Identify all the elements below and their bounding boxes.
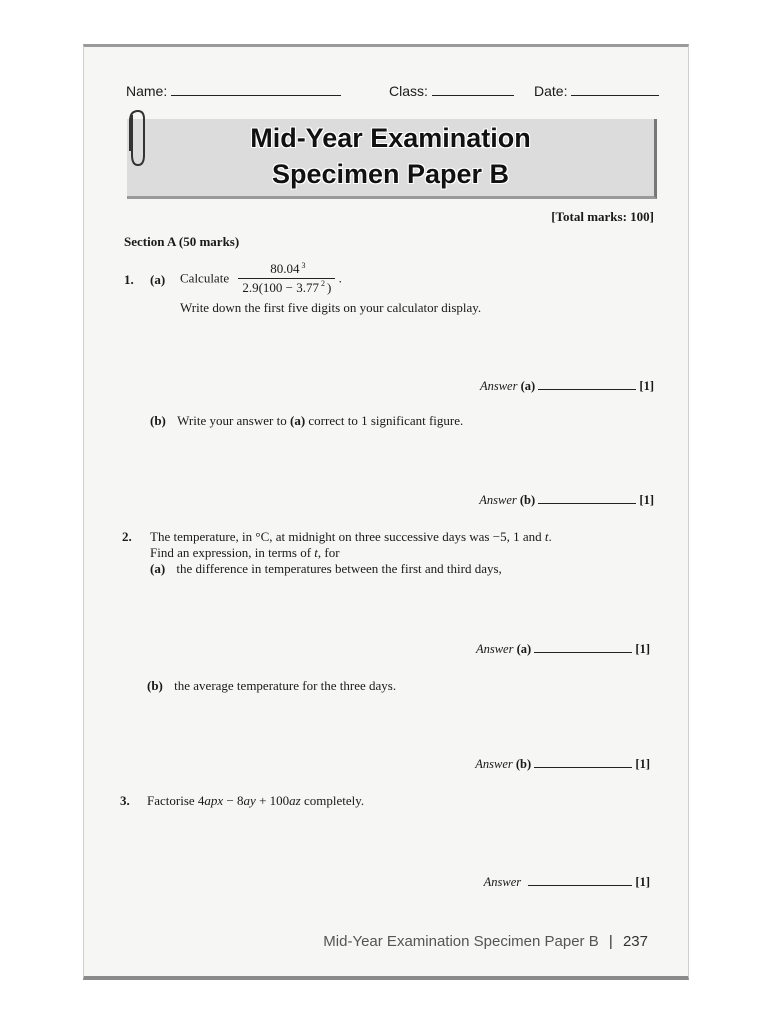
q2b-question [147,678,396,694]
q3-answer-line [484,875,650,890]
q1a-label: (a) [150,272,166,287]
q2a-answer-line [476,642,650,657]
title-banner [127,119,657,199]
q2b-label: (b) [147,678,163,693]
q1b-question [150,413,463,429]
footer-title: Mid-Year Examination Specimen Paper B [323,933,599,950]
name-label: Name: [126,83,168,99]
q3-mark: [1] [635,875,650,889]
q1a-answer-line [480,379,654,394]
q2a-answer-part: (a) [516,642,532,656]
date-field [534,83,659,99]
q1b-label: (b) [150,413,166,428]
q2b-text: the average temperature for the three days. [174,678,397,693]
q1a-numerator: 80.04 $^3$ [238,261,335,279]
q1b-answer-blank[interactable] [538,503,636,504]
q1a-calculation [180,261,342,296]
q2a-question [150,561,502,577]
q3-answer-blank[interactable] [528,885,632,886]
q2b-answer-blank[interactable] [534,767,632,768]
q2-stem: The temperature, in °C, at midnight on three successive days was −5, 1 and t. [150,529,552,544]
q1b-text-end: correct to 1 significant figure. [308,413,464,428]
name-blank[interactable] [171,95,341,96]
exam-page [83,44,689,980]
q2a-mark: [1] [635,642,650,656]
class-blank[interactable] [432,95,514,96]
q1a-fraction-end: . [338,270,342,286]
page-footer [323,933,648,950]
total-marks: [Total marks: 100] [551,209,654,224]
date-label: Date: [534,83,568,99]
q1b-answer-part: (b) [519,493,536,507]
q1a-answer-word: Answer [479,379,518,393]
q1a-mark: [1] [639,379,654,393]
q3-answer-word: Answer [483,875,522,889]
section-heading: Section A (50 marks) [124,234,240,249]
q1b-answer-word: Answer [479,493,517,507]
q3-question: Factorise 4apx − 8ay + 100az completely. [147,793,365,808]
q1a-answer-blank[interactable] [538,389,636,390]
q1a-instruction: Write down the first five digits on your calculator display. [180,300,482,315]
name-field [126,83,341,99]
date-blank[interactable] [571,95,659,96]
q2a-label: (a) [150,561,166,576]
q1-number: 1. [124,272,134,287]
q1b-ref: (a) [289,413,306,428]
q1b-answer-line [479,493,654,508]
title-line-2: Specimen Paper B [271,159,510,189]
q3-number: 3. [120,793,130,808]
q1a-answer-part: (a) [520,379,536,393]
q2b-answer-part: (b) [515,757,532,771]
q2a-answer-word: Answer [475,642,514,656]
q2b-answer-word: Answer [475,757,513,771]
q2-find: Find an expression, in terms of t, for [150,545,340,560]
title-line-1: Mid-Year Examination [250,123,531,153]
class-label: Class: [389,83,428,99]
q2a-answer-blank[interactable] [534,652,632,653]
q1b-mark: [1] [639,493,654,507]
q2a-text: the difference in temperatures between the first and third days, [176,561,502,576]
q2b-answer-line [475,757,650,772]
paperclip-icon [122,107,152,169]
q1a-fraction [238,261,335,296]
footer-separator: | [608,933,613,950]
q2b-mark: [1] [635,757,650,771]
q1a-calculate-word: Calculate [180,270,230,286]
page-number: 237 [622,933,648,950]
q2-number: 2. [122,529,132,544]
q1a-denominator: 2.9(100 − 3.77 $^2$ ) [242,279,332,295]
q1b-text: Write your answer to [177,413,287,428]
class-field [389,83,514,99]
